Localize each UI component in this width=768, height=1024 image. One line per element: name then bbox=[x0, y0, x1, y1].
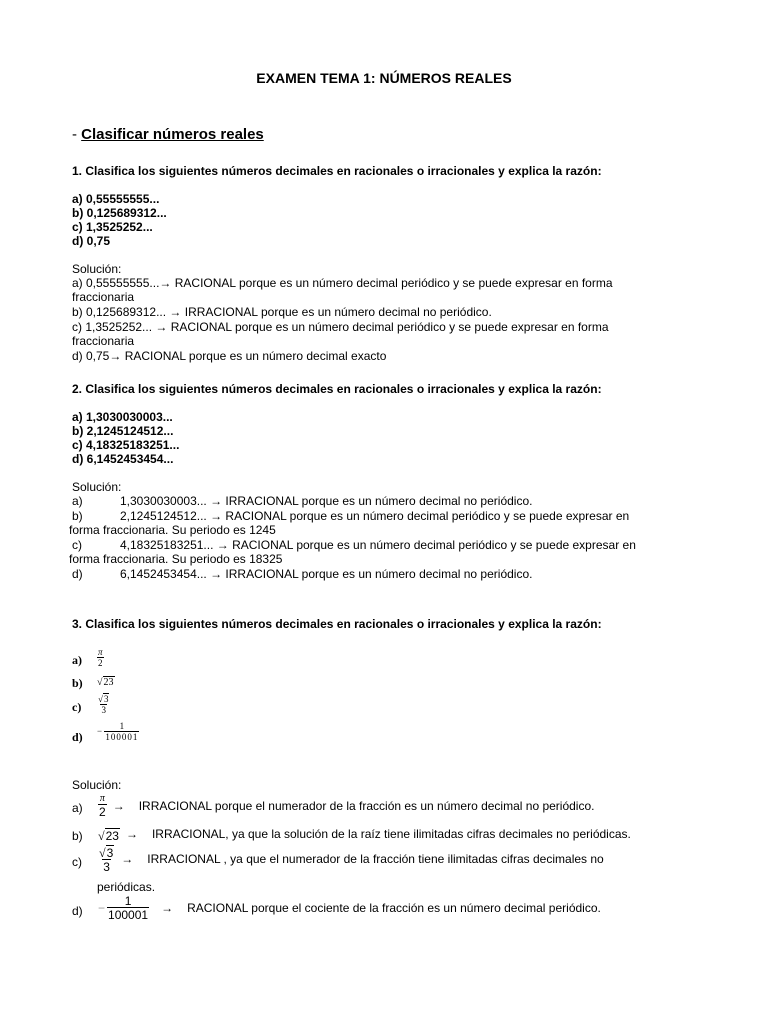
minus-sign: − bbox=[98, 900, 106, 915]
q1-item-d: d) 0,75 bbox=[72, 234, 111, 248]
q3-solution-c-cont: periódicas. bbox=[97, 880, 156, 894]
q3-item-d-fraction: − $\frac{1}{100001}$ bbox=[97, 721, 139, 742]
q3-solution-c: √ 3 3 → IRRACIONAL , ya que el numerador de la fracción tiene ilimitadas cifras decimales no bbox=[99, 846, 604, 874]
q1-solution-d: d) 0,75→ RACIONAL porque es un número decimal exacto bbox=[72, 349, 387, 363]
q1-solution-b: b) 0,125689312... → IRRACIONAL porque es un número decimal no periódico. bbox=[72, 305, 492, 319]
q1-item-b: b) 0,125689312... bbox=[72, 206, 167, 220]
page-title: EXAMEN TEMA 1: NÚMEROS REALES bbox=[256, 70, 512, 86]
q2-item-c: c) 4,18325183251... bbox=[72, 438, 180, 452]
q3-solution-a: $\frac{\pi}{2}$ → IRRACIONAL porque el numerador de la fracción es un número decimal no periódico. bbox=[99, 793, 595, 819]
sqrt-icon: √ bbox=[98, 828, 105, 843]
arrow-icon: → bbox=[161, 900, 174, 915]
q3-solution-b: √ 23 → IRRACIONAL, ya que la solución de la raíz tiene ilimitadas cifras decimales no periódicas. bbox=[98, 827, 631, 843]
q3-solution-d-label: d) bbox=[72, 904, 83, 918]
q3-item-b-sqrt: √ 23 bbox=[97, 677, 114, 688]
q1-solution-label: Solución: bbox=[72, 262, 122, 276]
q2-solution-b: b) 2,1245124512... → RACIONAL porque es un número decimal periódico y se puede expresar en bbox=[72, 509, 630, 523]
q3-solution-c-label: c) bbox=[72, 855, 82, 869]
q3-item-a-fraction: $\frac{\pi}{2}$ bbox=[98, 647, 103, 668]
q2-item-b: b) 2,1245124512... bbox=[72, 424, 174, 438]
q2-solution-a: a) 1,3030030003... → IRRACIONAL porque es un número decimal no periódico. bbox=[72, 494, 533, 508]
q3-solution-a-label: a) bbox=[72, 801, 83, 815]
q3-item-d-label: d) bbox=[72, 730, 83, 744]
q1-solution-c: c) 1,3525252... → RACIONAL porque es un número decimal periódico y se puede expresar en forma bbox=[72, 320, 609, 334]
q2-solution-c: c) 4,18325183251... → RACIONAL porque es un número decimal periódico y se puede expresar en bbox=[72, 538, 636, 552]
q2-solution-label: Solución: bbox=[72, 480, 122, 494]
q3-item-c-fraction: √ 3 3 bbox=[98, 694, 109, 715]
q2-prompt: 2. Clasifica los siguientes números decimales en racionales o irracionales y explica la razón: bbox=[72, 382, 602, 396]
q1-solution-a-cont: fraccionaria bbox=[72, 290, 135, 304]
q3-solution-b-label: b) bbox=[72, 829, 83, 843]
q1-item-a: a) 0,55555555... bbox=[72, 192, 160, 206]
section-heading bbox=[72, 126, 264, 143]
q2-item-a: a) 1,3030030003... bbox=[72, 410, 173, 424]
minus-sign: − bbox=[97, 726, 103, 737]
q3-solution-label: Solución: bbox=[72, 778, 122, 792]
sqrt-icon: √ bbox=[98, 694, 103, 704]
pi-symbol: π bbox=[99, 793, 105, 804]
q1-solution-a: a) 0,55555555...→ RACIONAL porque es un número decimal periódico y se puede expresar en forma bbox=[72, 276, 613, 290]
q3-item-b-label: b) bbox=[72, 676, 83, 690]
q2-solution-c-cont: forma fraccionaria. Su periodo es 18325 bbox=[69, 552, 283, 566]
q1-item-c: c) 1,3525252... bbox=[72, 220, 153, 234]
section-heading-text: Clasificar números reales bbox=[81, 126, 264, 143]
q3-item-a-label: a) bbox=[72, 653, 82, 667]
sqrt-icon: √ bbox=[99, 846, 106, 860]
q2-solution-d: d) 6,1452453454... → IRRACIONAL porque es un número decimal no periódico. bbox=[72, 567, 533, 581]
arrow-icon: → bbox=[125, 827, 138, 841]
q3-item-c-label: c) bbox=[72, 700, 82, 714]
arrow-icon: → bbox=[121, 851, 134, 866]
sqrt-icon: √ bbox=[97, 677, 103, 688]
q1-prompt: 1. Clasifica los siguientes números decimales en racionales o irracionales y explica la razón: bbox=[72, 164, 602, 178]
section-dash: - bbox=[72, 126, 82, 143]
pi-symbol: π bbox=[98, 647, 103, 657]
q3-prompt: 3. Clasifica los siguientes números decimales en racionales o irracionales y explica la razón: bbox=[72, 617, 602, 631]
arrow-icon: → bbox=[112, 798, 125, 813]
q2-solution-b-cont: forma fraccionaria. Su periodo es 1245 bbox=[69, 523, 276, 537]
q1-solution-c-cont: fraccionaria bbox=[72, 334, 135, 348]
q2-item-d: d) 6,1452453454... bbox=[72, 452, 174, 466]
q3-solution-d: − $\frac{1}{100001}$ → RACIONAL porque el cociente de la fracción es un número decimal periódico. bbox=[98, 894, 601, 922]
